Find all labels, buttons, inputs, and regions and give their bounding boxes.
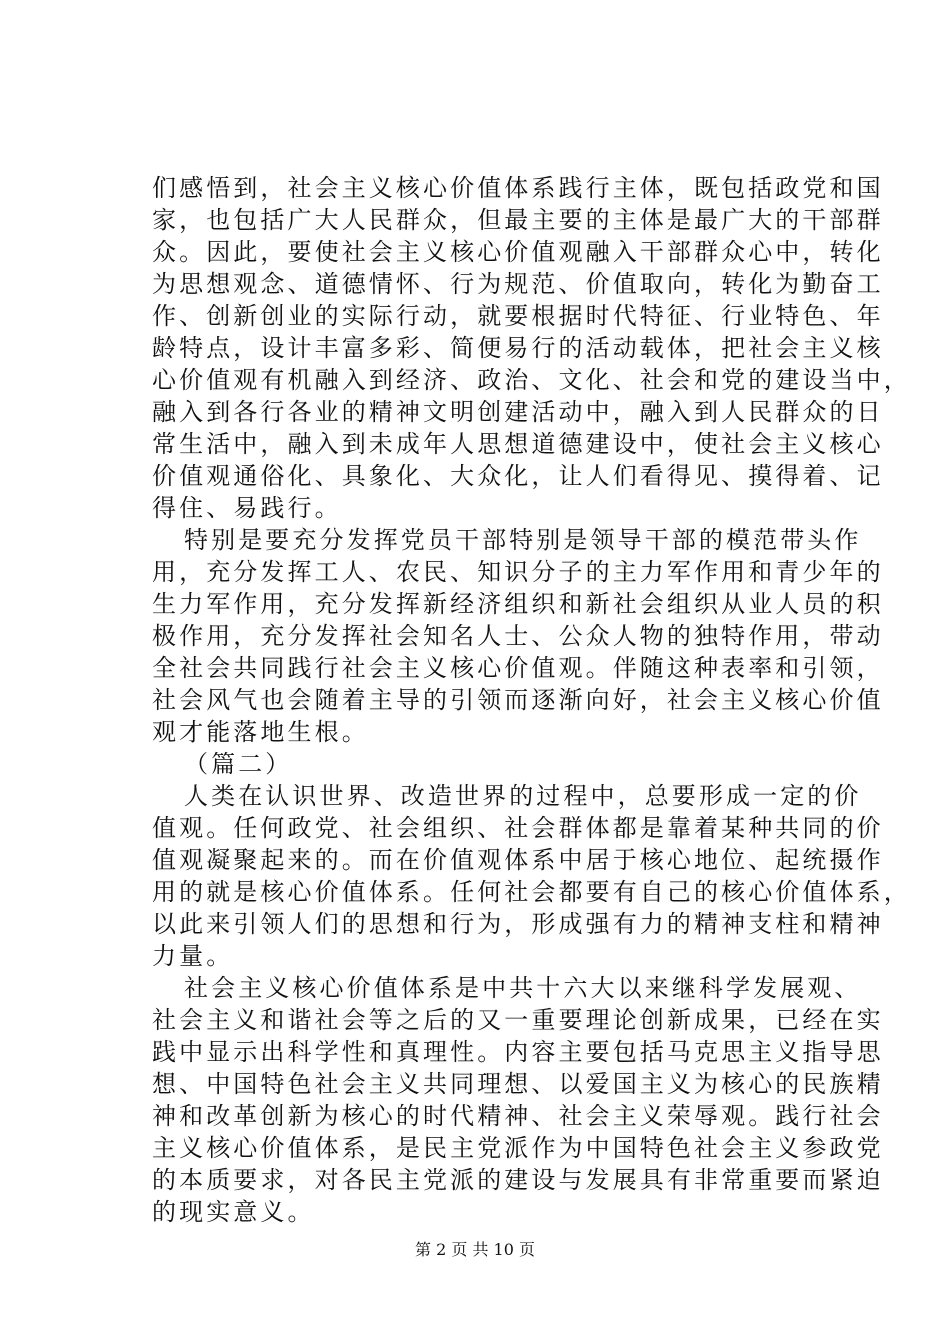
text-line: 全社会共同践行社会主义核心价值观。伴随这种表率和引领，: [152, 654, 884, 682]
text-line: 值观凝聚起来的。而在价值观体系中居于核心地位、起统摄作: [152, 846, 884, 874]
text-line: 作、创新创业的实际行动，就要根据时代特征、行业特色、年: [152, 302, 884, 330]
text-line: 力量。: [152, 942, 234, 970]
text-line: 值观。任何政党、社会组织、社会群体都是靠着某种共同的价: [152, 814, 884, 842]
text-line: 的本质要求，对各民主党派的建设与发展具有非常重要而紧迫: [152, 1166, 884, 1194]
text-line: 们感悟到，社会主义核心价值体系践行主体，既包括政党和国: [152, 174, 884, 202]
text-line: 用的就是核心价值体系。任何社会都要有自己的核心价值体系，: [152, 878, 911, 906]
text-line: 践中显示出科学性和真理性。内容主要包括马克思主义指导思: [152, 1038, 884, 1066]
text-line: 想、中国特色社会主义共同理想、以爱国主义为核心的民族精: [152, 1070, 884, 1098]
text-line: 龄特点，设计丰富多彩、简便易行的活动载体，把社会主义核: [152, 334, 884, 362]
text-line: 为思想观念、道德情怀、行为规范、价值取向，转化为勤奋工: [152, 270, 884, 298]
text-line: 价值观通俗化、具象化、大众化，让人们看得见、摸得着、记: [152, 462, 884, 490]
text-line: 的现实意义。: [152, 1198, 315, 1226]
text-line: 众。因此，要使社会主义核心价值观融入干部群众心中，转化: [152, 238, 884, 266]
text-line: 社会主义和谐社会等之后的又一重要理论创新成果，已经在实: [152, 1006, 884, 1034]
text-line: 生力军作用，充分发挥新经济组织和新社会组织从业人员的积: [152, 590, 884, 618]
text-line: 极作用，充分发挥社会知名人士、公众人物的独特作用，带动: [152, 622, 884, 650]
text-line: （篇二）: [184, 750, 293, 778]
text-line: 心价值观有机融入到经济、政治、文化、社会和党的建设当中，: [152, 366, 911, 394]
text-line: 得住、易践行。: [152, 494, 342, 522]
text-line: 观才能落地生根。: [152, 718, 369, 746]
text-line: 以此来引领人们的思想和行为，形成强有力的精神支柱和精神: [152, 910, 884, 938]
text-line: 人类在认识世界、改造世界的过程中，总要形成一定的价: [184, 782, 862, 810]
text-line: 社会风气也会随着主导的引领而逐渐向好，社会主义核心价值: [152, 686, 884, 714]
text-line: 主义核心价值体系，是民主党派作为中国特色社会主义参政党: [152, 1134, 884, 1162]
text-line: 用，充分发挥工人、农民、知识分子的主力军作用和青少年的: [152, 558, 884, 586]
document-body: [152, 172, 911, 1228]
text-line: 常生活中，融入到未成年人思想道德建设中，使社会主义核心: [152, 430, 884, 458]
text-line: 家，也包括广大人民群众，但最主要的主体是最广大的干部群: [152, 206, 884, 234]
text-line: 社会主义核心价值体系是中共十六大以来继科学发展观、: [184, 974, 862, 1002]
text-line: 特别是要充分发挥党员干部特别是领导干部的模范带头作: [184, 526, 862, 554]
text-line: 融入到各行各业的精神文明创建活动中，融入到人民群众的日: [152, 398, 884, 426]
page-footer: 第 2 页 共 10 页: [415, 1240, 535, 1259]
text-line: 神和改革创新为核心的时代精神、社会主义荣辱观。践行社会: [152, 1102, 884, 1130]
